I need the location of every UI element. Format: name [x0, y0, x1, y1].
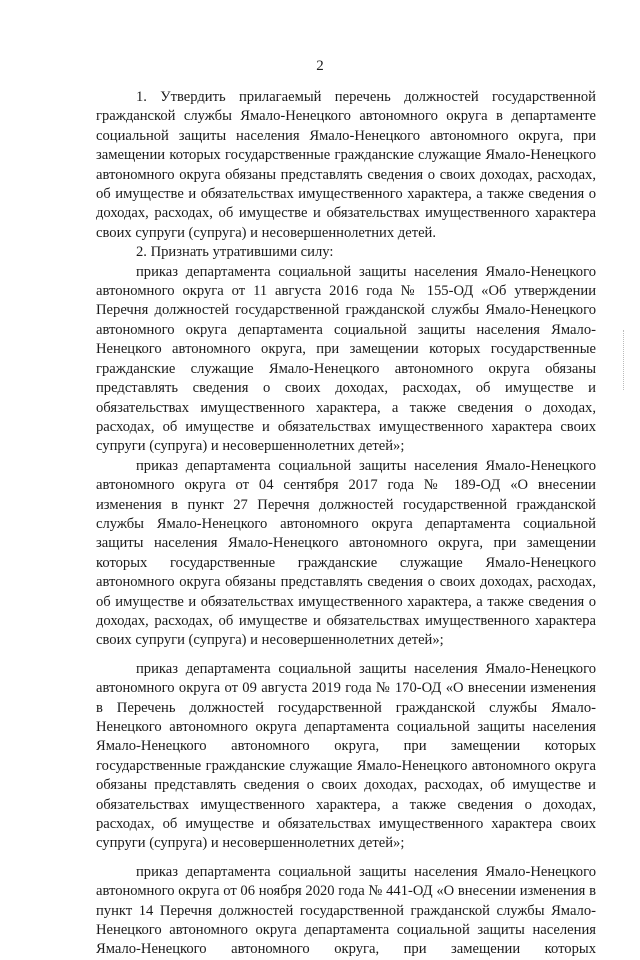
paragraph-approve-list: 1. Утвердить прилагаемый перечень должностей государственной гражданской службы Ямало-Ненецкого автономного округа в департаменте социальной защиты населения Ямало-Ненецкого автономного округа, при замещении которых государственные гражданские служащие Ямало-Ненецкого автономного округа обязаны представлять сведения о своих доходах, расходах, об имуществе и обязательствах имущественного характера, а также сведения о доходах, расходах, об имуществе и обязательствах имущественного характера своих супруги (супруга) и несовершеннолетних детей.: [96, 89, 596, 241]
paragraph-order-441: приказ департамента социальной защиты населения Ямало-Ненецкого автономного округа от 06 ноября 2020 года № 441-ОД «О внесении изменения в пункт 14 Перечня должностей государственной гражданской службы Ямало-Ненецкого автономного округа департамента социальной защиты населения Ямало-Ненецкого автономного округа, при замещении которых: [96, 863, 596, 958]
paragraph-order-170: приказ департамента социальной защиты населения Ямало-Ненецкого автономного округа от 09 августа 2019 года № 170-ОД «О внесении изменения в Перечень должностей государственной гражданской службы Ямало-Ненецкого автономного округа департамента социальной защиты населения Ямало-Ненецкого автономного округа, при замещении которых государственные гражданские служащие Ямало-Ненецкого автономного округа обязаны представлять сведения о своих доходах, расходах, об имуществе и обязательствах имущественного характера, а также сведения о доходах, расходах, об имуществе и обязательствах имущественного характера своих супруги (супруга) и несовершеннолетних детей»;: [96, 660, 596, 852]
scan-edge-marks: [623, 330, 626, 390]
document-body: [96, 88, 596, 960]
paragraph-repeal-heading: 2. Признать утратившими силу:: [136, 244, 334, 261]
paragraph-order-155: приказ департамента социальной защиты населения Ямало-Ненецкого автономного округа от 11 августа 2016 года № 155-ОД «Об утверждении Перечня должностей государственной гражданской службы Ямало-Ненецкого автономного округа департамента социальной защиты населения Ямало-Ненецкого автономного округа, при замещении которых государственные гражданские служащие Ямало-Ненецкого автономного округа обязаны представлять сведения о своих доходах, расходах, об имуществе и обязательствах имущественного характера, а также сведения о доходах, расходах, об имуществе и обязательствах имущественного характера своих супруги (супруга) и несовершеннолетних детей»;: [96, 263, 596, 455]
page-number: 2: [316, 58, 324, 74]
paragraph-order-189: приказ департамента социальной защиты населения Ямало-Ненецкого автономного округа от 04 сентября 2017 года № 189-ОД «О внесении изменения в пункт 27 Перечня должностей государственной гражданской службы Ямало-Ненецкого автономного округа департамента социальной защиты населения Ямало-Ненецкого автономного округа, при замещении которых государственные гражданские служащие Ямало-Ненецкого автономного округа обязаны представлять сведения о своих доходах, расходах, об имуществе и обязательствах имущественного характера, а также сведения о доходах, расходах, об имуществе и обязательствах имущественного характера своих супруги (супруга) и несовершеннолетних детей»;: [96, 457, 596, 649]
